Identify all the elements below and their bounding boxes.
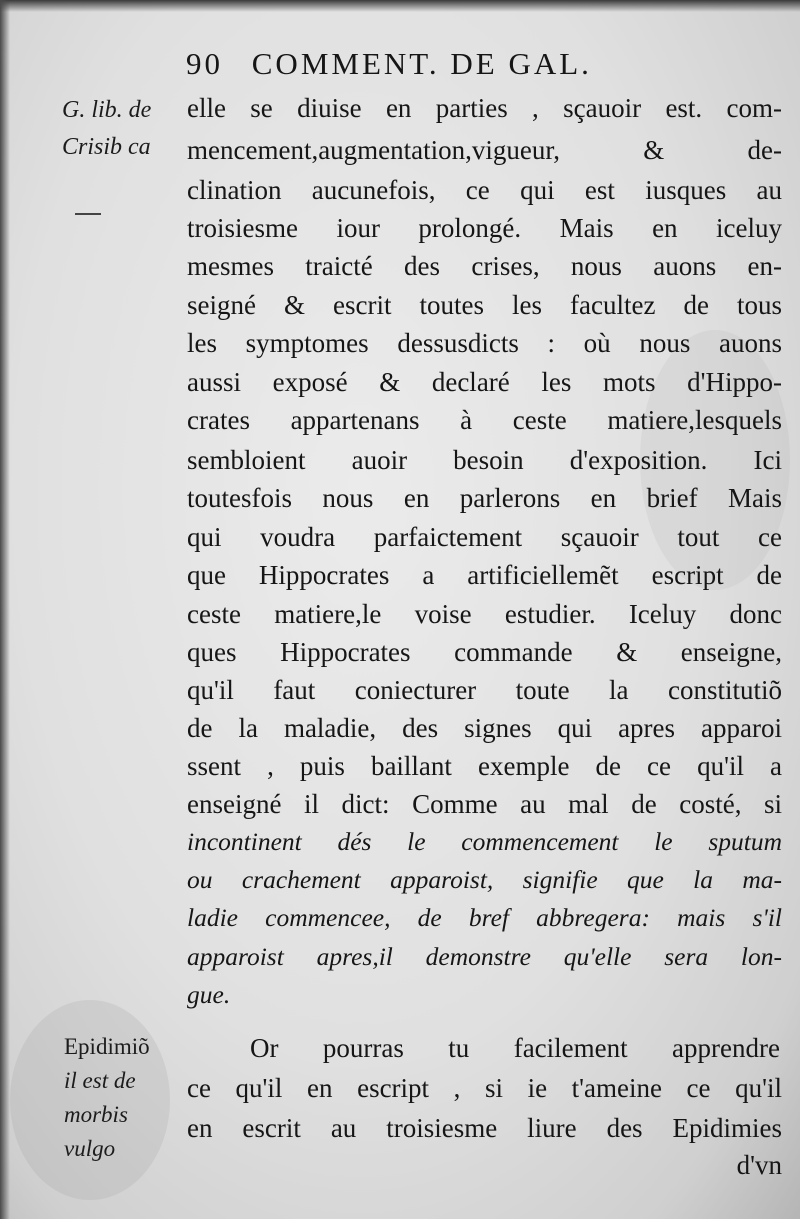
body-line: de la maladie, des signes qui apres apparoi [187,713,782,743]
body-line: que Hippocrates a artificiellemẽt escript de [187,560,782,590]
page-number: 90 [186,46,223,81]
body-line: Or pourras tu facilement apprendre [250,1033,780,1063]
margin-note-crisib [62,92,151,166]
margin-dash [75,213,101,215]
body-line: ou crachement apparoist, signifie que la ma- [187,865,782,894]
body-line: mesmes traicté des crises, nous auons en- [187,251,782,281]
margin-note-epidimio [64,1030,150,1166]
margin-note-line: Crisib ca [62,134,151,160]
body-line: seigné & escrit toutes les facultez de tous [187,290,782,320]
body-line: mencement,augmentation,vigueur, & de- [187,135,782,165]
margin-note-line: vulgo [64,1136,116,1161]
body-line: enseigné il dict: Comme au mal de costé, si [187,789,782,819]
body-line: ladie commencee, de bref abbregera: mais s'il [187,903,782,932]
body-line: qui voudra parfaictement sçauoir tout ce [187,522,782,552]
body-line: aussi exposé & declaré les mots d'Hippo- [187,367,782,397]
body-line: incontinent dés le commencement le sputum [187,827,782,856]
running-head [186,46,706,90]
body-line: clination aucunefois, ce qui est iusques au [187,175,782,205]
body-line: en escrit au troisiesme liure des Epidimies [187,1113,782,1143]
page-top-edge [0,0,800,12]
page-left-edge [0,0,10,1219]
body-line: gue. [187,980,231,1009]
margin-note-line: Epidimiõ [64,1034,150,1059]
body-line: troisiesme iour prolongé. Mais en iceluy [187,213,782,243]
body-line: ssent , puis baillant exemple de ce qu'il a [187,751,782,781]
body-line: ce qu'il en escript , si ie t'ameine ce qu'il [187,1073,782,1103]
body-line: ceste matiere,le voise estudier. Iceluy donc [187,599,782,629]
body-line: les symptomes dessusdicts : où nous auons [187,328,782,358]
body-line: elle se diuise en parties , sçauoir est. com- [187,93,782,123]
running-title: COMMENT. DE GAL. [251,46,592,81]
body-line: ques Hippocrates commande & enseigne, [187,637,782,667]
body-line: toutesfois nous en parlerons en brief Mais [187,483,782,513]
body-line: qu'il faut coniecturer toute la constitutiõ [187,675,782,705]
body-line: apparoist apres,il demonstre qu'elle sera lon- [187,942,782,971]
body-line: crates appartenans à ceste matiere,lesquels [187,405,782,435]
body-line: sembloient auoir besoin d'exposition. Ici [187,445,782,475]
margin-note-line: G. lib. de [62,97,152,123]
body-line: d'vn [736,1150,782,1180]
margin-note-line: il est de [64,1068,136,1093]
margin-note-line: morbis [64,1102,128,1127]
